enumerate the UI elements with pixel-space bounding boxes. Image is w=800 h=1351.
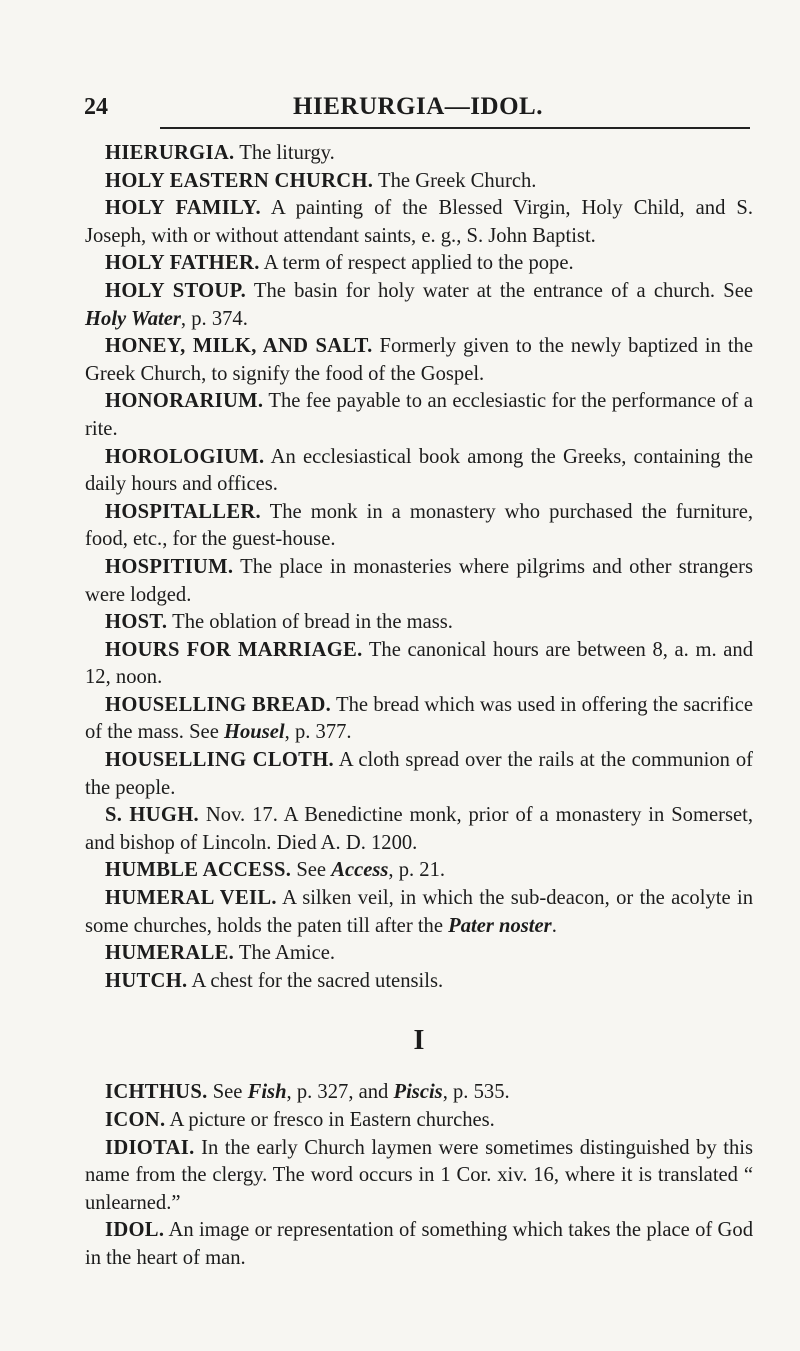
entry-term: HONEY, MILK, AND SALT. — [105, 335, 373, 358]
entry-definition: Nov. 17. A Benedictine monk, prior of a monastery in Somerset, and bishop of Lincoln. Died A. D. 1200. — [85, 804, 753, 854]
entry-text: , p. 535. — [442, 1081, 510, 1104]
running-head: HIERURGIA—IDOL. — [293, 93, 543, 120]
entry-term: HONORARIUM. — [105, 390, 264, 413]
cross-reference: Holy Water — [85, 307, 181, 330]
entry-term: HUTCH. — [105, 969, 188, 992]
glossary-entry — [85, 885, 753, 940]
entry-term: IDIOTAI. — [105, 1136, 195, 1159]
entry-definition: See — [212, 1081, 248, 1104]
entry-term: HOLY EASTERN CHURCH. — [105, 169, 374, 192]
header-rule — [160, 127, 750, 129]
entry-term: HOSPITIUM. — [105, 555, 234, 578]
entry-definition: The monk in a monastery who purchased the furniture, food, etc., for the guest-house. — [85, 500, 754, 551]
entry-definition: The liturgy. — [239, 142, 335, 164]
glossary-entry — [85, 747, 753, 802]
entry-definition: A cloth spread over the rails at the communion of the people. — [85, 749, 754, 799]
entry-definition: The basin for holy water at the entrance of a church. See — [253, 279, 753, 302]
entry-text: , p. 21. — [388, 859, 446, 882]
glossary-entry — [85, 1107, 753, 1135]
entry-text: , p. 374. — [180, 307, 248, 330]
entry-definition: In the early Church laymen were sometimes distinguished by this name from the clergy. The word occurs in 1 Cor. xiv. 16, where it is translated “ unlearned.” — [85, 1136, 753, 1214]
entry-definition: The bread which was used in offering the sacrifice of the mass. See — [85, 693, 753, 744]
entry-definition: See — [296, 859, 332, 882]
entry-term: HOUSELLING CLOTH. — [105, 749, 334, 772]
glossary-entry — [85, 692, 753, 747]
entry-definition: An image or representation of something which takes the place of God in the heart of man. — [85, 1219, 753, 1269]
glossary-entry — [85, 499, 753, 554]
entry-term: HOURS FOR MARRIAGE. — [105, 638, 363, 661]
entry-term: HUMERAL VEIL. — [105, 887, 277, 910]
glossary-entry — [85, 968, 753, 996]
entry-definition: A silken veil, in which the sub-deacon, or the acolyte in some churches, holds the paten till after the — [85, 887, 754, 937]
glossary-entry — [85, 1079, 753, 1107]
entry-definition: A picture or fresco in Eastern churches. — [169, 1109, 495, 1131]
entry-term: IDOL. — [105, 1219, 165, 1242]
cross-reference: Fish — [247, 1081, 287, 1104]
glossary-entry — [85, 940, 753, 968]
page-header — [84, 92, 752, 128]
entry-term: HOST. — [105, 611, 168, 634]
entry-term: HUMERALE. — [105, 942, 235, 965]
entry-definition: The canonical hours are between 8, a. m. and 12, noon. — [85, 638, 754, 689]
glossary-entry — [85, 278, 753, 333]
page-number: 24 — [84, 94, 108, 120]
entry-term: S. HUGH. — [105, 804, 199, 827]
glossary-body — [85, 140, 753, 1273]
entry-definition: The oblation of bread in the mass. — [172, 611, 453, 634]
entry-definition: Formerly given to the newly baptized in the Greek Church, to signify the food of the Gospel. — [85, 335, 753, 385]
entry-definition: The Amice. — [238, 942, 335, 965]
glossary-entry — [85, 802, 753, 857]
glossary-entry — [85, 195, 753, 250]
entry-definition: The place in monasteries where pilgrims and other strangers were lodged. — [85, 555, 753, 606]
cross-reference: Pater noster — [448, 914, 552, 937]
cross-reference: Piscis — [393, 1081, 443, 1104]
glossary-entry — [85, 637, 753, 692]
entry-definition: A chest for the sacred utensils. — [191, 969, 444, 992]
entry-text: , p. 377. — [284, 721, 352, 744]
cross-reference: Housel — [223, 721, 285, 744]
entry-text: . — [551, 914, 557, 937]
glossary-entry — [85, 1135, 753, 1218]
glossary-entry — [85, 554, 753, 609]
entry-definition: The fee payable to an ecclesiastic for the performance of a rite. — [85, 390, 753, 440]
section-letter: I — [413, 1025, 425, 1057]
entry-definition: A painting of the Blessed Virgin, Holy Child, and S. Joseph, with or without attendant saints, e. g., S. John Baptist. — [85, 197, 754, 247]
entry-definition: The Greek Church. — [378, 169, 537, 192]
cross-reference: Access — [331, 859, 389, 882]
entry-term: HOUSELLING BREAD. — [105, 693, 332, 716]
glossary-entry — [85, 140, 753, 168]
glossary-entry — [85, 388, 753, 443]
entry-term: HOSPITALLER. — [105, 500, 261, 523]
glossary-entry — [85, 1217, 753, 1272]
glossary-entry — [85, 168, 753, 196]
entry-term: HOROLOGIUM. — [105, 445, 265, 468]
entry-term: ICON. — [105, 1109, 166, 1131]
entry-term: HOLY FAMILY. — [105, 197, 261, 220]
entry-text: , p. 327, and — [286, 1081, 394, 1104]
glossary-entry — [85, 857, 753, 885]
entry-definition: A term of respect applied to the pope. — [263, 252, 574, 275]
entry-term: HIERURGIA. — [105, 142, 235, 164]
glossary-entry — [85, 444, 753, 499]
entry-term: ICHTHUS. — [105, 1081, 208, 1104]
entry-definition: An ecclesiastical book among the Greeks, containing the daily hours and offices. — [85, 445, 753, 496]
entries-i — [85, 1079, 753, 1272]
glossary-entry — [85, 333, 753, 388]
entry-term: HUMBLE ACCESS. — [105, 859, 292, 882]
entry-term: HOLY STOUP. — [105, 279, 247, 302]
entry-term: HOLY FATHER. — [105, 252, 260, 275]
glossary-entry — [85, 609, 753, 637]
glossary-entry — [85, 250, 753, 278]
entries-h — [85, 140, 753, 995]
